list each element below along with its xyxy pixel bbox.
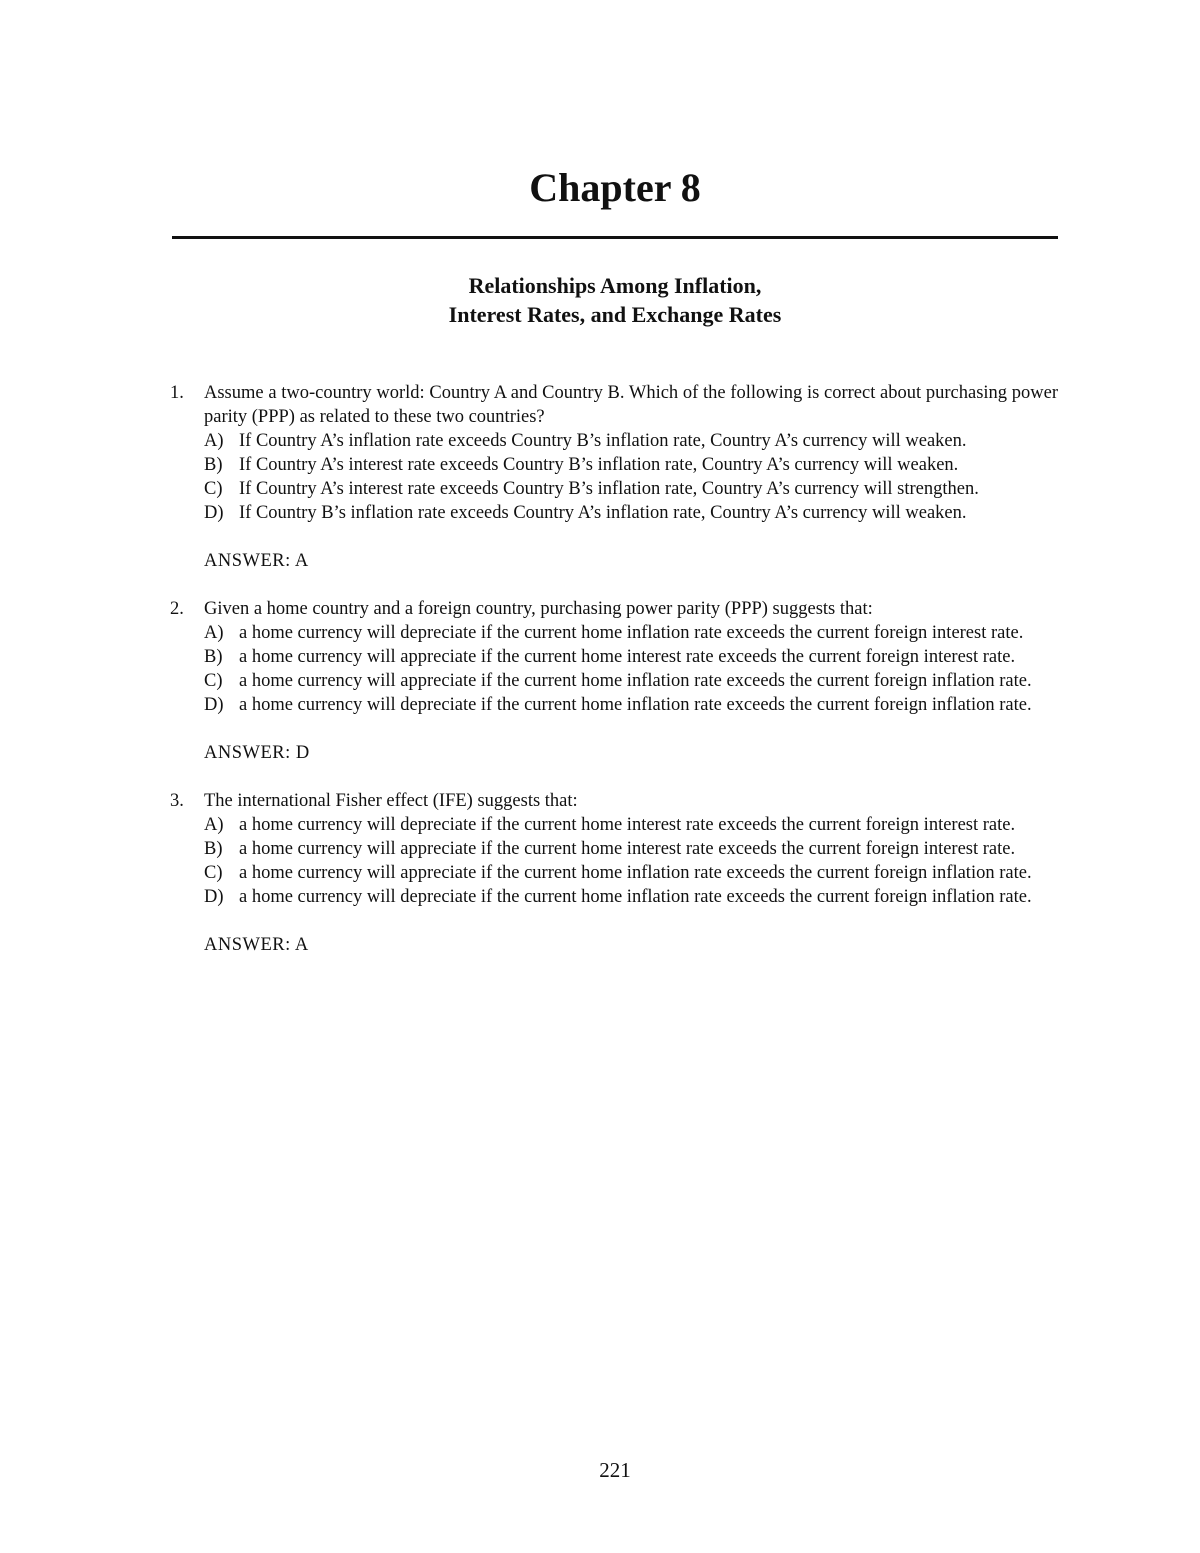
choice-b xyxy=(204,645,1058,669)
question-number: 3. xyxy=(170,791,184,811)
choice-label: C) xyxy=(204,479,223,499)
choice-c xyxy=(204,861,1058,885)
choice-a xyxy=(204,621,1058,645)
choice-text: If Country A’s interest rate exceeds Country B’s inflation rate, Country A’s currency will weaken. xyxy=(239,455,959,475)
choice-label: A) xyxy=(204,815,224,835)
chapter-title: Chapter 8 xyxy=(529,165,701,210)
question-number: 1. xyxy=(170,383,184,403)
question-3 xyxy=(170,789,1058,957)
choice-d xyxy=(204,501,1058,525)
choice-text: a home currency will appreciate if the current home inflation rate exceeds the current foreign inflation rate. xyxy=(239,863,1032,883)
question-1 xyxy=(170,381,1058,573)
choice-label: B) xyxy=(204,839,223,859)
title-divider xyxy=(172,236,1058,239)
choice-d xyxy=(204,693,1058,717)
choice-text: If Country B’s inflation rate exceeds Country A’s inflation rate, Country A’s currency will weaken. xyxy=(239,503,967,523)
choice-text: a home currency will appreciate if the current home interest rate exceeds the current foreign interest rate. xyxy=(239,647,1016,667)
choice-b xyxy=(204,453,1058,477)
choice-text: a home currency will depreciate if the current home inflation rate exceeds the current foreign inflation rate. xyxy=(239,887,1032,907)
choice-label: C) xyxy=(204,671,223,691)
choice-label: B) xyxy=(204,455,223,475)
choice-text: a home currency will appreciate if the current home inflation rate exceeds the current foreign inflation rate. xyxy=(239,671,1032,691)
choice-label: D) xyxy=(204,695,224,715)
choice-label: D) xyxy=(204,887,224,907)
choice-label: D) xyxy=(204,503,224,523)
choice-text: If Country A’s inflation rate exceeds Country B’s inflation rate, Country A’s currency will weaken. xyxy=(239,431,967,451)
choice-b xyxy=(204,837,1058,861)
choice-text: a home currency will depreciate if the current home inflation rate exceeds the current foreign inflation rate. xyxy=(239,695,1032,715)
choice-label: A) xyxy=(204,623,224,643)
question-stem: Assume a two-country world: Country A and Country B. Which of the following is correct about purchasing power parity (PPP) as related to these two countries? xyxy=(204,383,1058,427)
choice-text: a home currency will appreciate if the current home interest rate exceeds the current foreign interest rate. xyxy=(239,839,1016,859)
question-list xyxy=(170,381,1058,957)
page-number: 221 xyxy=(599,1458,631,1482)
choice-c xyxy=(204,477,1058,501)
choice-label: A) xyxy=(204,431,224,451)
choice-c xyxy=(204,669,1058,693)
chapter-subtitle xyxy=(0,271,1200,329)
choice-d xyxy=(204,885,1058,909)
choice-label: B) xyxy=(204,647,223,667)
question-stem: The international Fisher effect (IFE) suggests that: xyxy=(204,791,578,811)
choice-text: If Country A’s interest rate exceeds Country B’s inflation rate, Country A’s currency will strengthen. xyxy=(239,479,979,499)
choice-label: C) xyxy=(204,863,223,883)
question-stem: Given a home country and a foreign country, purchasing power parity (PPP) suggests that: xyxy=(204,599,873,619)
answer-key: ANSWER: D xyxy=(204,743,310,763)
choice-a xyxy=(204,429,1058,453)
answer-key: ANSWER: A xyxy=(204,935,309,955)
choice-text: a home currency will depreciate if the current home interest rate exceeds the current foreign interest rate. xyxy=(239,815,1016,835)
question-number: 2. xyxy=(170,599,184,619)
choice-text: a home currency will depreciate if the current home inflation rate exceeds the current foreign interest rate. xyxy=(239,623,1024,643)
subtitle-line-1: Relationships Among Inflation, xyxy=(468,273,762,298)
choice-a xyxy=(204,813,1058,837)
question-2 xyxy=(170,597,1058,765)
answer-key: ANSWER: A xyxy=(204,551,309,571)
subtitle-line-2: Interest Rates, and Exchange Rates xyxy=(448,302,782,327)
